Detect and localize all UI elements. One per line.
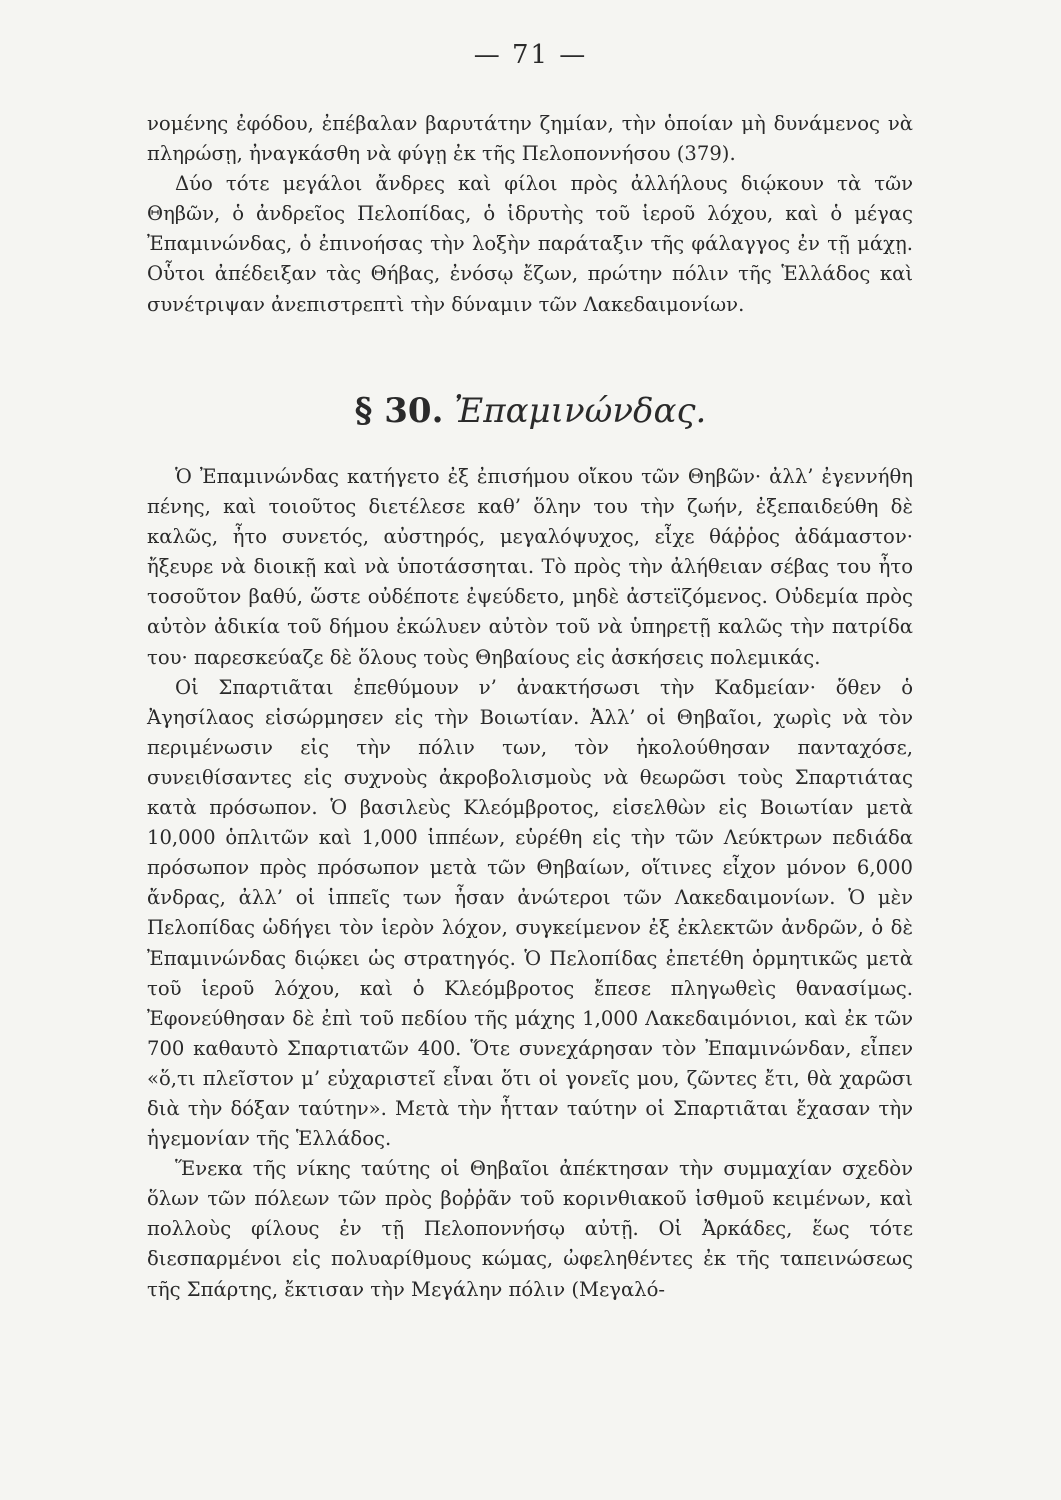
page-number: — 71 — [473,40,588,70]
section-heading [0,391,1061,431]
paragraph: Ἕνεκα τῆς νίκης ταύτης οἱ Θηβαῖοι ἀπέκτησαν τὴν συμμαχίαν σχεδὸν ὅλων τῶν πόλεων τῶν πρὸς βοῤῥᾶν τοῦ κορινθιακοῦ ἰσθμοῦ κειμένων, καὶ πολλοὺς φίλους ἐν τῇ Πελοποννήσῳ αὐτῇ. Οἱ Ἀρκάδες, ἕως τότε διεσπαρμένοι εἰς πολυαρίθμους κώμας, ὠφεληθέντες ἐκ τῆς ταπεινώσεως τῆς Σπάρτης, ἔκτισαν τὴν Μεγάλην πόλιν (Μεγαλό- [147,1157,913,1301]
intro-text-block [147,109,913,320]
paragraph: νομένης ἐφόδου, ἐπέβαλαν βαρυτάτην ζημίαν, τὴν ὁποίαν μὴ δυνάμενος νὰ πληρώσῃ, ἠναγκάσθη νὰ φύγῃ ἐκ τῆς Πελοποννήσου (379). [147,112,913,166]
section-title: Ἐπαμινώνδας. [454,391,707,431]
paragraph: Οἱ Σπαρτιᾶται ἐπεθύμουν ν’ ἀνακτήσωσι τὴν Καδμείαν· ὅθεν ὁ Ἀγησίλαος εἰσώρμησεν εἰς τὴν Βοιωτίαν. Ἀλλ’ οἱ Θηβαῖοι, χωρὶς νὰ τὸν περιμένωσιν εἰς τὴν πόλιν των, τὸν ἠκολούθησαν πανταχόσε, συνειθίσαντες εἰς συχνοὺς ἀκροβολισμοὺς νὰ θεωρῶσι τοὺς Σπαρτιάτας κατὰ πρόσωπον. Ὁ βασιλεὺς Κλεόμβροτος, εἰσελθὼν εἰς Βοιωτίαν μετὰ 10,000 ὁπλιτῶν καὶ 1,000 ἱππέων, εὑρέθη εἰς τὴν τῶν Λεύκτρων πεδιάδα πρόσωπον πρὸς πρόσωπον μετὰ τῶν Θηβαίων, οἵτινες εἶχον μόνον 6,000 ἄνδρας, ἀλλ’ οἱ ἱππεῖς των ἦσαν ἀνώτεροι τῶν Λακεδαιμονίων. Ὁ μὲν Πελοπίδας ὡδήγει τὸν ἱερὸν λόχον, συγκείμενον ἐξ ἐκλεκτῶν ἀνδρῶν, ὁ δὲ Ἐπαμινώνδας διῴκει ὡς στρατηγός. Ὁ Πελοπίδας ἐπετέθη ὁρμητικῶς μετὰ τοῦ ἱεροῦ λόχου, καὶ ὁ Κλεόμβροτος ἔπεσε πληγωθεὶς θανασίμως. Ἐφονεύθησαν δὲ ἐπὶ τοῦ πεδίου τῆς μάχης 1,000 Λακεδαιμόνιοι, καὶ ἐκ τῶν 700 καθαυτὸ Σπαρτιατῶν 400. Ὅτε συνεχάρησαν τὸν Ἐπαμινώνδαν, εἶπεν «ὅ,τι πλεῖστον μ’ εὐχαριστεῖ εἶναι ὅτι οἱ γονεῖς μου, ζῶντες ἔτι, θὰ χαρῶσι διὰ τὴν δόξαν ταύτην». Μετὰ τὴν ἧτταν ταύτην οἱ Σπαρτιᾶται ἔχασαν τὴν ἡγεμονίαν τῆς Ἑλλάδος. [147,675,913,1151]
section-number: § 30. [354,391,444,431]
section-text-block [147,462,913,1305]
paragraph: Ὁ Ἐπαμινώνδας κατήγετο ἐξ ἐπισήμου οἴκου τῶν Θηβῶν· ἀλλ’ ἐγεννήθη πένης, καὶ τοιοῦτος διετέλεσε καθ’ ὅλην του τὴν ζωήν, ἐξεπαιδεύθη δὲ καλῶς, ἦτο συνετός, αὐστηρός, μεγαλόψυχος, εἶχε θάῤῥος ἀδάμαστον· ἤξευρε νὰ διοικῇ καὶ νὰ ὑποτάσσηται. Τὸ πρὸς τὴν ἀλήθειαν σέβας του ἦτο τοσοῦτον βαθύ, ὥστε οὐδέποτε ἐψεύδετο, μηδὲ ἀστεϊζόμενος. Οὐδεμία πρὸς αὐτὸν ἀδικία τοῦ δήμου ἐκώλυεν αὐτὸν τοῦ νὰ ὑπηρετῇ καλῶς τὴν πατρίδα του· παρεσκεύαζε δὲ ὅλους τοὺς Θηβαίους εἰς ἀσκήσεις πολεμικάς. [147,465,913,669]
paragraph: Δύο τότε μεγάλοι ἄνδρες καὶ φίλοι πρὸς ἀλλήλους διῴκουν τὰ τῶν Θηβῶν, ὁ ἀνδρεῖος Πελοπίδας, ὁ ἱδρυτὴς τοῦ ἱεροῦ λόχου, καὶ ὁ μέγας Ἐπαμινώνδας, ὁ ἐπινοήσας τὴν λοξὴν παράταξιν τῆς φάλαγγος ἐν τῇ μάχῃ. Οὗτοι ἀπέδειξαν τὰς Θήβας, ἐνόσῳ ἔζων, πρώτην πόλιν τῆς Ἑλλάδος καὶ συνέτριψαν ἀνεπιστρεπτὶ τὴν δύναμιν τῶν Λακεδαιμονίων. [147,172,913,316]
